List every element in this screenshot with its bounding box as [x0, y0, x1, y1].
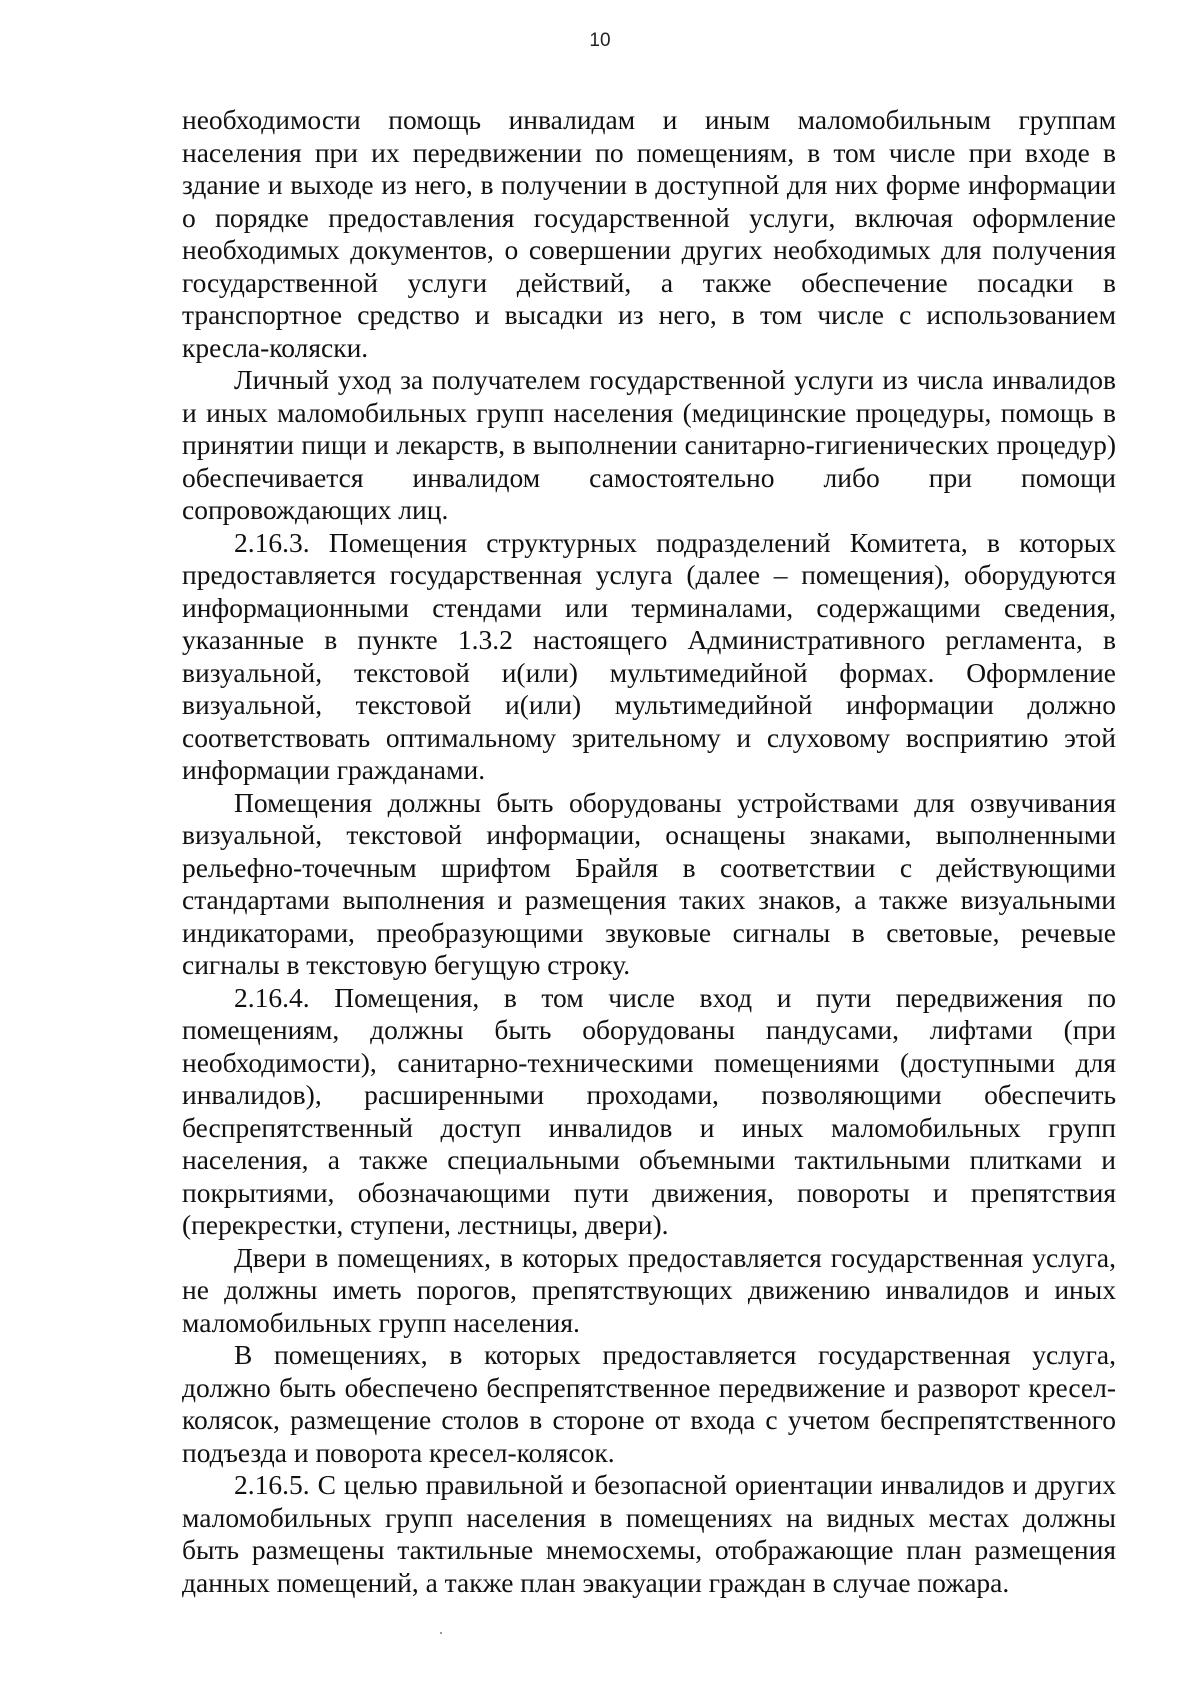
page-number: 10: [589, 30, 611, 51]
paragraph-2-16-3: 2.16.3. Помещения структурных подразделений Комитета, в которых предоставляется государственная услуга (далее – помещения), оборудуются информационными стендами или терминалами, содержащими сведения, указанные в пункте 1.3.2 настоящего Административного регламента, в визуальной, текстовой и(или) мультимедийной формах. Оформление визуальной, текстовой и(или) мультимедийной информации должно соответствовать оптимальному зрительному и слуховому восприятию этой информации гражданами.: [182, 526, 1116, 785]
paragraph-2-16-5: 2.16.5. С целью правильной и безопасной ориентации инвалидов и других маломобильных групп населения в помещениях на видных местах должны быть размещены тактильные мнемосхемы, отображающие план размещения данных помещений, а также план эвакуации граждан в случае пожара.: [182, 1469, 1116, 1598]
paragraph-wheelchair-movement: В помещениях, в которых предоставляется государственная услуга, должно быть обеспечено беспрепятственное передвижение и разворот кресел-колясок, размещение столов в стороне от входа с учетом беспрепятственного подъезда и поворота кресел-колясок.: [182, 1339, 1116, 1468]
paragraph-accessibility-assistance: необходимости помощь инвалидам и иным маломобильным группам населения при их передвижении по помещениям, в том числе при входе в здание и выходе из него, в получении в доступной для них форме информации о порядке предоставления государственной услуги, включая оформление необходимых документов, о совершении других необходимых для получения государственной услуги действий, а также обеспечение посадки в транспортное средство и высадки из него, в том числе с использованием кресла-коляски.: [182, 104, 1116, 363]
document-body: [182, 104, 1116, 1599]
paragraph-room-equipment: Помещения должны быть оборудованы устройствами для озвучивания визуальной, текстовой информации, оснащены знаками, выполненными рельефно-точечным шрифтом Брайля в соответствии с действующими стандартами выполнения и размещения таких знаков, а также визуальными индикаторами, преобразующими звуковые сигналы в световые, речевые сигналы в текстовую бегущую строку.: [182, 786, 1116, 980]
paragraph-personal-care: Личный уход за получателем государственной услуги из числа инвалидов и иных маломобильных групп населения (медицинские процедуры, помощь в принятии пищи и лекарств, в выполнении санитарно-гигиенических процедур) обеспечивается инвалидом самостоятельно либо при помощи сопровождающих лиц.: [182, 364, 1116, 525]
paragraph-2-16-4: 2.16.4. Помещения, в том числе вход и пути передвижения по помещениям, должны быть оборудованы пандусами, лифтами (при необходимости), санитарно-техническими помещениями (доступными для инвалидов), расширенными проходами, позволяющими обеспечить беспрепятственный доступ инвалидов и иных маломобильных групп населения, а также специальными объемными тактильными плитками и покрытиями, обозначающими пути движения, повороты и препятствия (перекрестки, ступени, лестницы, двери).: [182, 981, 1116, 1240]
scan-artifact-dot: [440, 1632, 442, 1634]
paragraph-doors: Двери в помещениях, в которых предоставляется государственная услуга, не должны иметь порогов, препятствующих движению инвалидов и иных маломобильных групп населения.: [182, 1241, 1116, 1338]
